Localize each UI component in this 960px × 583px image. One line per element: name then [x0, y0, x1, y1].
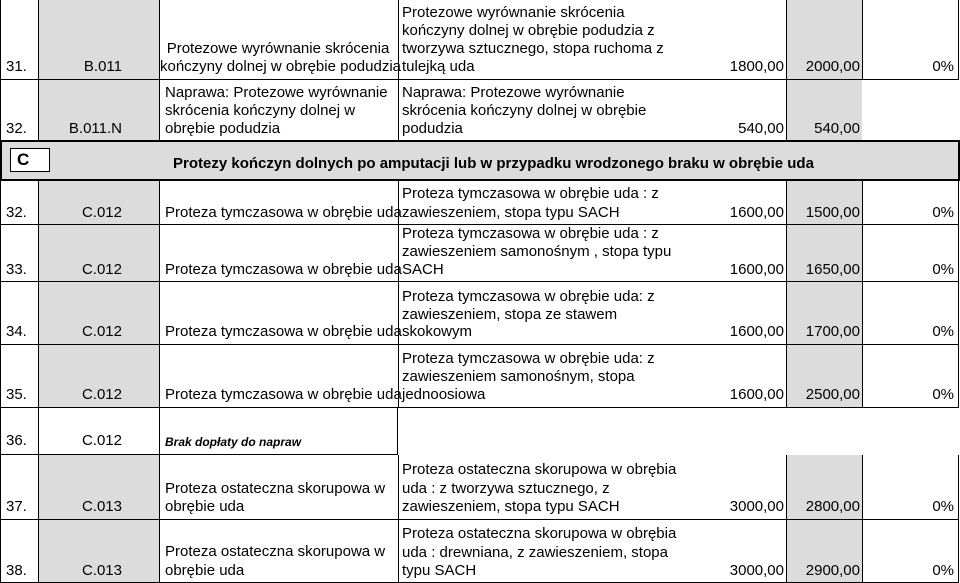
- row-name-line: Naprawa: Protezowe wyrównanie: [165, 84, 388, 101]
- row-lp: 32.: [6, 120, 27, 137]
- table-row: [0, 0, 960, 80]
- table-row: [0, 181, 960, 225]
- row-desc-line: Naprawa: Protezowe wyrównanie: [402, 84, 625, 101]
- row-desc-line: zawieszeniem, stopa typu SACH: [402, 498, 620, 515]
- row-code: C.012: [81, 204, 122, 221]
- row-desc-line: podudzia: [402, 120, 463, 137]
- row-name-line: obrębie uda: [165, 562, 245, 579]
- row-name-line: Protezowe wyrównanie skrócenia: [166, 40, 390, 57]
- price-2: 2800,00: [805, 498, 860, 515]
- vat-percent: 0%: [932, 261, 954, 278]
- row-desc-line: uda : drewniana, z zawieszeniem, stopa: [402, 544, 668, 561]
- row-desc-line: uda : z tworzywa sztucznego, z: [402, 480, 610, 497]
- row-code: C.012: [81, 261, 122, 278]
- vat-percent: 0%: [932, 58, 954, 75]
- price-1: 3000,00: [729, 498, 784, 515]
- row-code: C.013: [81, 562, 122, 579]
- table-row: [0, 520, 960, 583]
- row-name-line: Proteza ostateczna skorupowa w: [165, 480, 386, 497]
- price-1: 1600,00: [729, 261, 784, 278]
- section-header: [0, 140, 960, 181]
- row-name-line: obrębie podudzia: [165, 120, 281, 137]
- price-1: 540,00: [738, 120, 784, 137]
- row-note: Brak dopłaty do napraw: [165, 435, 302, 449]
- price-2: 2900,00: [805, 562, 860, 579]
- row-name-line: skrócenia kończyny dolnej w: [165, 102, 356, 119]
- table-row: [0, 345, 960, 408]
- row-desc-line: Proteza ostateczna skorupowa w obrębia: [402, 525, 677, 542]
- vat-percent: 0%: [932, 204, 954, 221]
- price-2: 2500,00: [805, 386, 860, 403]
- price-2: 1700,00: [805, 323, 860, 340]
- row-desc-line: Proteza tymczasowa w obrębie uda : z: [402, 225, 659, 242]
- row-lp: 38.: [6, 562, 27, 579]
- row-desc-line: tworzywa sztucznego, stopa ruchoma z: [402, 40, 664, 57]
- row-name-line: kończyny dolnej w obrębie podudzia: [160, 58, 401, 75]
- row-lp: 36.: [6, 432, 27, 449]
- row-name-line: Proteza ostateczna skorupowa w: [165, 543, 386, 560]
- price-2: 1650,00: [805, 261, 860, 278]
- row-desc-line: Proteza tymczasowa w obrębie uda: z: [402, 288, 655, 305]
- section-letter-box: [10, 148, 50, 172]
- section-title: Protezy kończyn dolnych po amputacji lub w przypadku wrodzonego braku w obrębie uda: [173, 155, 814, 172]
- price-1: 1600,00: [729, 323, 784, 340]
- table-row: [0, 80, 960, 140]
- price-2: 540,00: [814, 120, 860, 137]
- row-desc-line: SACH: [402, 261, 444, 278]
- row-name: Proteza tymczasowa w obrębie uda: [165, 323, 402, 340]
- row-desc-line: zawieszeniem samonośnym , stopa typu: [402, 243, 672, 260]
- row-code: C.012: [81, 432, 122, 449]
- row-code: B.011.N: [68, 120, 122, 137]
- row-lp: 34.: [6, 323, 27, 340]
- row-desc-line: zawieszeniem, stopa ze stawem: [402, 306, 618, 323]
- row-desc-line: zawieszeniem samonośnym, stopa: [402, 368, 635, 385]
- row-desc-line: Protezowe wyrównanie skrócenia: [402, 4, 625, 21]
- price-1: 1600,00: [729, 204, 784, 221]
- vat-percent: 0%: [932, 562, 954, 579]
- row-desc-line: Proteza tymczasowa w obrębie uda: z: [402, 350, 655, 367]
- row-desc-line: kończyny dolnej w obrębie podudzia z: [402, 22, 655, 39]
- row-desc-line: Proteza tymczasowa w obrębie uda : z: [402, 185, 659, 202]
- table-row: [0, 408, 960, 455]
- row-name: Proteza tymczasowa w obrębie uda: [165, 261, 402, 278]
- row-lp: 32.: [6, 204, 27, 221]
- row-name: Proteza tymczasowa w obrębie uda: [165, 386, 402, 403]
- price-2: 1500,00: [805, 204, 860, 221]
- row-lp: 33.: [6, 261, 27, 278]
- row-code: C.012: [81, 386, 122, 403]
- row-lp: 35.: [6, 386, 27, 403]
- vat-percent: 0%: [932, 498, 954, 515]
- row-desc-line: typu SACH: [402, 562, 477, 579]
- table-row: [0, 225, 960, 282]
- row-desc-line: zawieszeniem, stopa typu SACH: [402, 204, 620, 221]
- price-2: 2000,00: [805, 58, 860, 75]
- row-desc-line: Proteza ostateczna skorupowa w obrębia: [402, 461, 677, 478]
- row-lp: 31.: [6, 58, 27, 75]
- row-desc-line: skokowym: [402, 323, 473, 340]
- row-code: C.013: [81, 498, 122, 515]
- row-desc-line: jednoosiowa: [402, 386, 486, 403]
- row-name: Proteza tymczasowa w obrębie uda: [165, 204, 402, 221]
- row-lp: 37.: [6, 498, 27, 515]
- row-desc-line: skrócenia kończyny dolnej w obrębie: [402, 102, 647, 119]
- price-1: 1800,00: [729, 58, 784, 75]
- row-code: C.012: [81, 323, 122, 340]
- row-desc-line: tulejką uda: [402, 58, 475, 75]
- table-row: [0, 455, 960, 520]
- row-code: B.011: [83, 58, 122, 75]
- vat-percent: 0%: [932, 386, 954, 403]
- section-letter: C: [17, 150, 30, 169]
- price-1: 3000,00: [729, 562, 784, 579]
- price-1: 1600,00: [729, 386, 784, 403]
- vat-percent: 0%: [932, 323, 954, 340]
- row-name-line: obrębie uda: [165, 498, 245, 515]
- table-row: [0, 282, 960, 345]
